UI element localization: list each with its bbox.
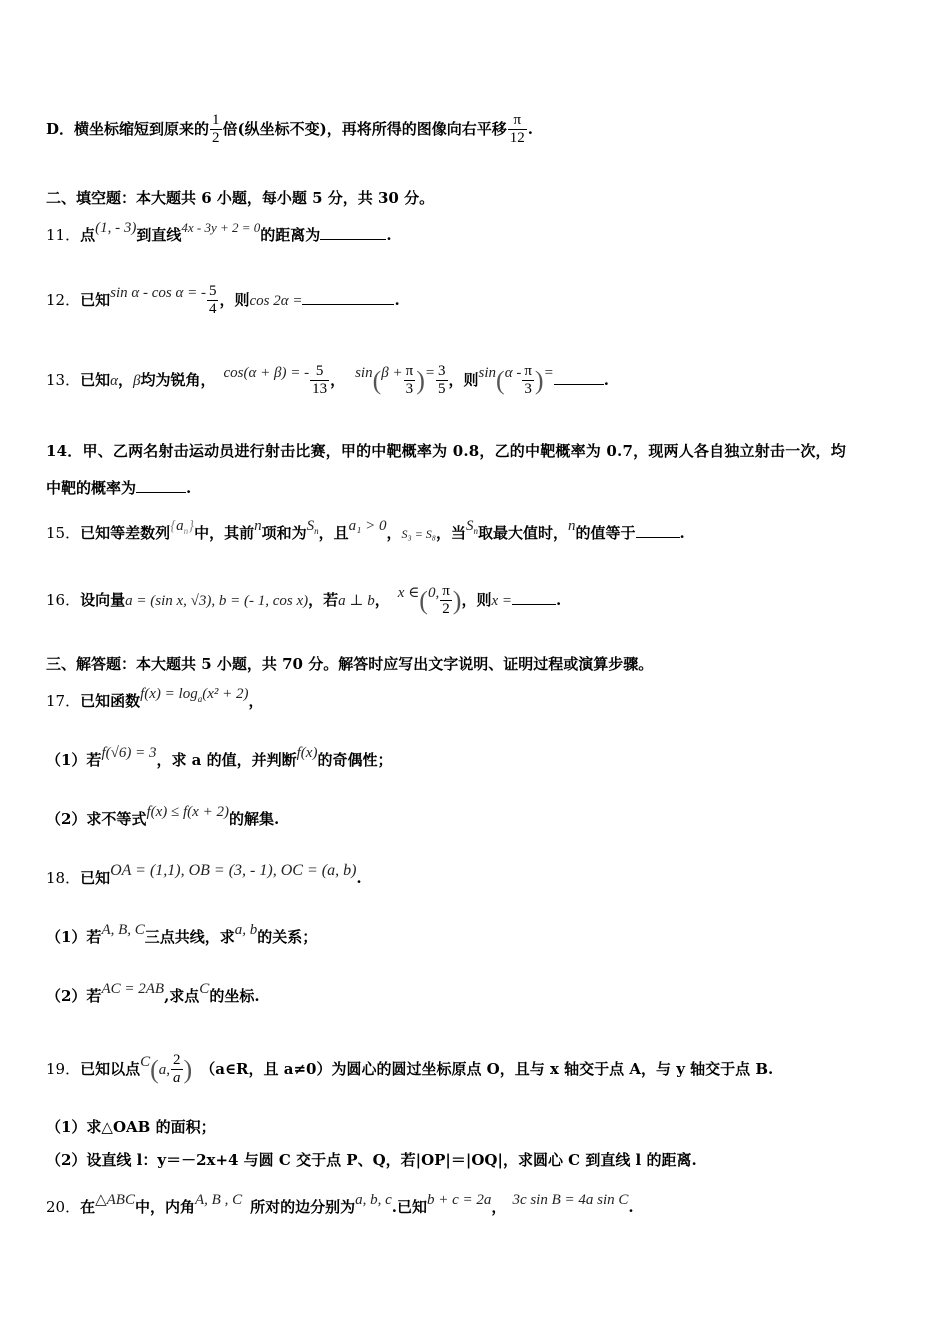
math-inequality: f(x) ≤ f(x + 2) bbox=[146, 804, 229, 820]
question-text: （a∈R，且 a≠0）为圆心的圆过坐标原点 O，且与 x 轴交于点 A，与 y 轴交于点 B. bbox=[200, 1059, 774, 1078]
period: . bbox=[628, 1198, 634, 1216]
right-paren: ) bbox=[183, 1054, 193, 1084]
math-point: C bbox=[140, 1053, 151, 1070]
math-s: S bbox=[306, 518, 315, 534]
question-text: ，且 bbox=[318, 524, 349, 542]
question-text: 的距离为 bbox=[260, 226, 321, 244]
period: . bbox=[356, 869, 362, 887]
question-18-part-2 bbox=[46, 981, 260, 1006]
question-text: 中靶的概率为 bbox=[46, 479, 137, 497]
fraction bbox=[171, 1052, 183, 1088]
left-paren: ( bbox=[372, 365, 382, 395]
question-text: 项和为 bbox=[261, 524, 307, 542]
math-angles: A, B , C bbox=[195, 1192, 243, 1208]
part-label: （1）若 bbox=[46, 928, 102, 946]
question-17-part-2 bbox=[46, 804, 280, 829]
period: . bbox=[527, 119, 533, 138]
math-condition: 3c sin B = 4a sin C bbox=[512, 1192, 629, 1208]
fraction bbox=[310, 363, 329, 399]
question-text: 中，内角 bbox=[134, 1198, 195, 1216]
math-sn bbox=[307, 518, 319, 534]
math-vectors: OA = (1,1), OB = (3, - 1), OC = (a, b) bbox=[110, 862, 357, 879]
numerator: 1 bbox=[210, 112, 222, 130]
math-subscript: n bbox=[473, 526, 478, 536]
denominator: 13 bbox=[312, 381, 328, 398]
comma: ， bbox=[248, 692, 264, 710]
math-log: f(x) = log bbox=[140, 686, 198, 702]
question-text: ，则 bbox=[448, 370, 479, 389]
question-number: 12． bbox=[46, 290, 81, 309]
question-number: 20． bbox=[46, 1198, 81, 1216]
question-16 bbox=[46, 583, 561, 619]
denominator: 5 bbox=[438, 381, 446, 398]
question-number: 13． bbox=[46, 370, 81, 389]
math-condition: a₁ > 0 bbox=[348, 518, 387, 534]
math-subscript: n bbox=[183, 526, 189, 536]
question-17 bbox=[46, 686, 264, 712]
question-text: .已知 bbox=[391, 1198, 428, 1216]
question-text: ，求 a 的值，并判断 bbox=[156, 751, 297, 769]
question-19-part-2: （2）设直线 l：y＝－2x+4 与圆 C 交于点 P、Q，若|OP|＝|OQ|，求圆心 C 到直线 l 的距离. bbox=[46, 1151, 697, 1169]
question-text: 的奇偶性； bbox=[317, 751, 393, 769]
math-point: C bbox=[199, 981, 210, 997]
question-text: 在 bbox=[80, 1198, 96, 1216]
question-11 bbox=[46, 220, 392, 245]
fraction bbox=[436, 363, 448, 399]
question-19 bbox=[46, 1052, 773, 1088]
question-text: 设向量 bbox=[80, 590, 126, 609]
left-paren: ( bbox=[150, 1054, 159, 1084]
question-text: 已知以点 bbox=[80, 1059, 141, 1078]
numerator: 3 bbox=[436, 363, 448, 381]
period: . bbox=[186, 479, 192, 497]
question-18-part-1 bbox=[46, 922, 318, 947]
math-subscript: n bbox=[314, 526, 319, 536]
math-a: a bbox=[176, 518, 184, 534]
math-interval-start: 0, bbox=[427, 584, 440, 601]
question-text: 已知 bbox=[80, 370, 111, 389]
question-14-line2 bbox=[46, 477, 191, 498]
question-text: 点 bbox=[80, 226, 96, 244]
math-sequence: $\{a_n\}$ bbox=[170, 518, 195, 536]
math-condition: f(√6) = 3 bbox=[101, 745, 157, 761]
fraction-shift bbox=[508, 112, 527, 148]
period: . bbox=[679, 524, 685, 542]
math-s: S bbox=[465, 518, 474, 534]
denominator: 2 bbox=[442, 601, 450, 618]
question-text: 所对的边分别为 bbox=[250, 1198, 356, 1216]
right-paren: ) bbox=[416, 365, 425, 395]
question-number: 17． bbox=[46, 692, 81, 710]
math-sin: sin bbox=[478, 364, 497, 381]
part-label: （2）求不等式 bbox=[46, 810, 147, 828]
question-20 bbox=[46, 1192, 634, 1217]
right-paren: ) bbox=[452, 585, 462, 615]
denominator: 4 bbox=[208, 301, 217, 318]
math-point: (1, - 3) bbox=[95, 220, 137, 236]
question-text: 已知 bbox=[80, 290, 111, 309]
question-text: 三点共线，求 bbox=[144, 928, 235, 946]
question-number: 15． bbox=[46, 524, 81, 542]
math-equals: = bbox=[543, 364, 554, 381]
question-text: ，则 bbox=[461, 590, 492, 609]
question-text: 已知函数 bbox=[80, 692, 141, 710]
fraction bbox=[207, 283, 219, 319]
math-triangle: △ABC bbox=[95, 1192, 135, 1208]
period: . bbox=[394, 290, 400, 309]
math-expression: α - bbox=[504, 364, 522, 381]
math-expression: cos(α + β) = - bbox=[223, 364, 310, 381]
period: . bbox=[556, 590, 562, 609]
part-label: （1）若 bbox=[46, 751, 102, 769]
math-function bbox=[140, 686, 248, 702]
math-perpendicular: a ⊥ b bbox=[338, 592, 375, 609]
question-number: 19． bbox=[46, 1059, 81, 1078]
answer-blank[interactable] bbox=[636, 523, 680, 538]
math-condition: S₃ = S₈ bbox=[401, 527, 436, 541]
question-text: 中，其前 bbox=[194, 524, 255, 542]
question-text: 已知等差数列 bbox=[80, 524, 171, 542]
answer-blank[interactable] bbox=[136, 478, 186, 493]
question-text: ,求点 bbox=[164, 987, 200, 1005]
math-beta: β bbox=[133, 372, 141, 389]
math-expression: cos 2α = bbox=[249, 292, 303, 309]
right-paren: ) bbox=[534, 365, 544, 395]
comma: ， bbox=[330, 370, 346, 389]
numerator: π bbox=[440, 583, 452, 601]
question-13 bbox=[46, 363, 609, 399]
period: . bbox=[386, 226, 392, 244]
math-coordinate: a, bbox=[158, 1061, 171, 1078]
denominator: a bbox=[173, 1070, 181, 1087]
math-base: a bbox=[197, 694, 203, 704]
question-text: 的值等于 bbox=[575, 524, 636, 542]
math-x: x = bbox=[491, 592, 513, 609]
left-paren: ( bbox=[496, 365, 505, 395]
period: . bbox=[603, 370, 609, 389]
math-argument: (x² + 2) bbox=[202, 686, 249, 702]
math-function: f(x) bbox=[296, 745, 318, 761]
question-text: 均为锐角， bbox=[140, 370, 216, 389]
denominator: 3 bbox=[405, 381, 414, 398]
option-label: D． bbox=[46, 119, 75, 138]
math-sides: a, b, c bbox=[355, 1192, 392, 1208]
answer-blank[interactable] bbox=[320, 225, 386, 240]
left-paren: ( bbox=[419, 585, 428, 615]
question-text: 的关系； bbox=[257, 928, 318, 946]
math-sin: sin bbox=[355, 364, 373, 381]
question-number: 16． bbox=[46, 590, 81, 609]
fraction bbox=[440, 583, 452, 619]
question-18 bbox=[46, 862, 362, 888]
math-n: n bbox=[568, 518, 576, 534]
comma: ， bbox=[117, 370, 133, 389]
math-membership: x ∈ bbox=[397, 584, 420, 601]
math-variables: a, b bbox=[234, 922, 258, 938]
numerator: π bbox=[508, 112, 527, 130]
question-14-line1: 14．甲、乙两名射击运动员进行射击比赛，甲的中靶概率为 0.8，乙的中靶概率为 0.7，现两人各自独立射击一次，均 bbox=[46, 442, 846, 460]
answer-blank[interactable] bbox=[302, 290, 394, 305]
option-d bbox=[46, 112, 533, 148]
numerator: 5 bbox=[310, 363, 329, 381]
option-text: 横坐标缩短到原来的 bbox=[74, 119, 210, 138]
part-label: （2）若 bbox=[46, 987, 102, 1005]
section-solution-title: 三、解答题：本大题共 5 小题，共 70 分。解答时应写出文字说明、证明过程或演算步骤。 bbox=[46, 655, 654, 673]
numerator: π bbox=[522, 363, 534, 381]
answer-blank[interactable] bbox=[512, 590, 556, 605]
question-17-part-1 bbox=[46, 745, 393, 770]
comma: ， bbox=[491, 1198, 507, 1216]
denominator: 12 bbox=[509, 130, 525, 147]
comma: ， bbox=[374, 590, 390, 609]
question-text: ，当 bbox=[435, 524, 466, 542]
question-12 bbox=[46, 283, 400, 319]
question-19-part-1: （1）求△OAB 的面积； bbox=[46, 1118, 216, 1136]
math-n: n bbox=[254, 518, 262, 534]
answer-blank[interactable] bbox=[554, 370, 604, 385]
question-text: ，若 bbox=[308, 590, 339, 609]
math-vectors: a = (sin x, √3), b = (- 1, cos x) bbox=[125, 592, 309, 609]
question-text: 到直线 bbox=[136, 226, 182, 244]
numerator: π bbox=[404, 363, 416, 381]
math-condition: AC = 2AB bbox=[101, 981, 165, 997]
math-points: A, B, C bbox=[101, 922, 145, 938]
question-text: ，则 bbox=[219, 290, 250, 309]
math-alpha: α bbox=[110, 372, 118, 389]
denominator: 3 bbox=[524, 381, 532, 398]
question-text: 取最大值时， bbox=[477, 524, 568, 542]
math-equals: = bbox=[424, 364, 435, 381]
question-text: 的解集. bbox=[228, 810, 280, 828]
question-number: 18． bbox=[46, 869, 81, 887]
numerator: 5 bbox=[207, 283, 219, 301]
option-text: 倍(纵坐标不变)，再将所得的图像向右平移 bbox=[222, 119, 507, 138]
question-number: 11． bbox=[46, 226, 81, 244]
question-text: 的坐标. bbox=[209, 987, 260, 1005]
math-line-equation: 4x - 3y + 2 = 0 bbox=[181, 220, 261, 235]
fraction bbox=[522, 363, 534, 399]
question-text: 已知 bbox=[80, 869, 111, 887]
math-condition: b + c = 2a bbox=[427, 1192, 492, 1208]
math-expression: sin α - cos α = - bbox=[110, 284, 206, 301]
math-expression: β + bbox=[381, 364, 403, 381]
math-sn bbox=[466, 518, 478, 534]
denominator: 2 bbox=[212, 130, 220, 147]
fraction bbox=[404, 363, 416, 399]
section-fill-in-title: 二、填空题：本大题共 6 小题，每小题 5 分，共 30 分。 bbox=[46, 189, 435, 207]
numerator: 2 bbox=[171, 1052, 183, 1070]
comma: ， bbox=[386, 524, 402, 542]
question-15 bbox=[46, 518, 685, 544]
fraction-half bbox=[210, 112, 222, 148]
